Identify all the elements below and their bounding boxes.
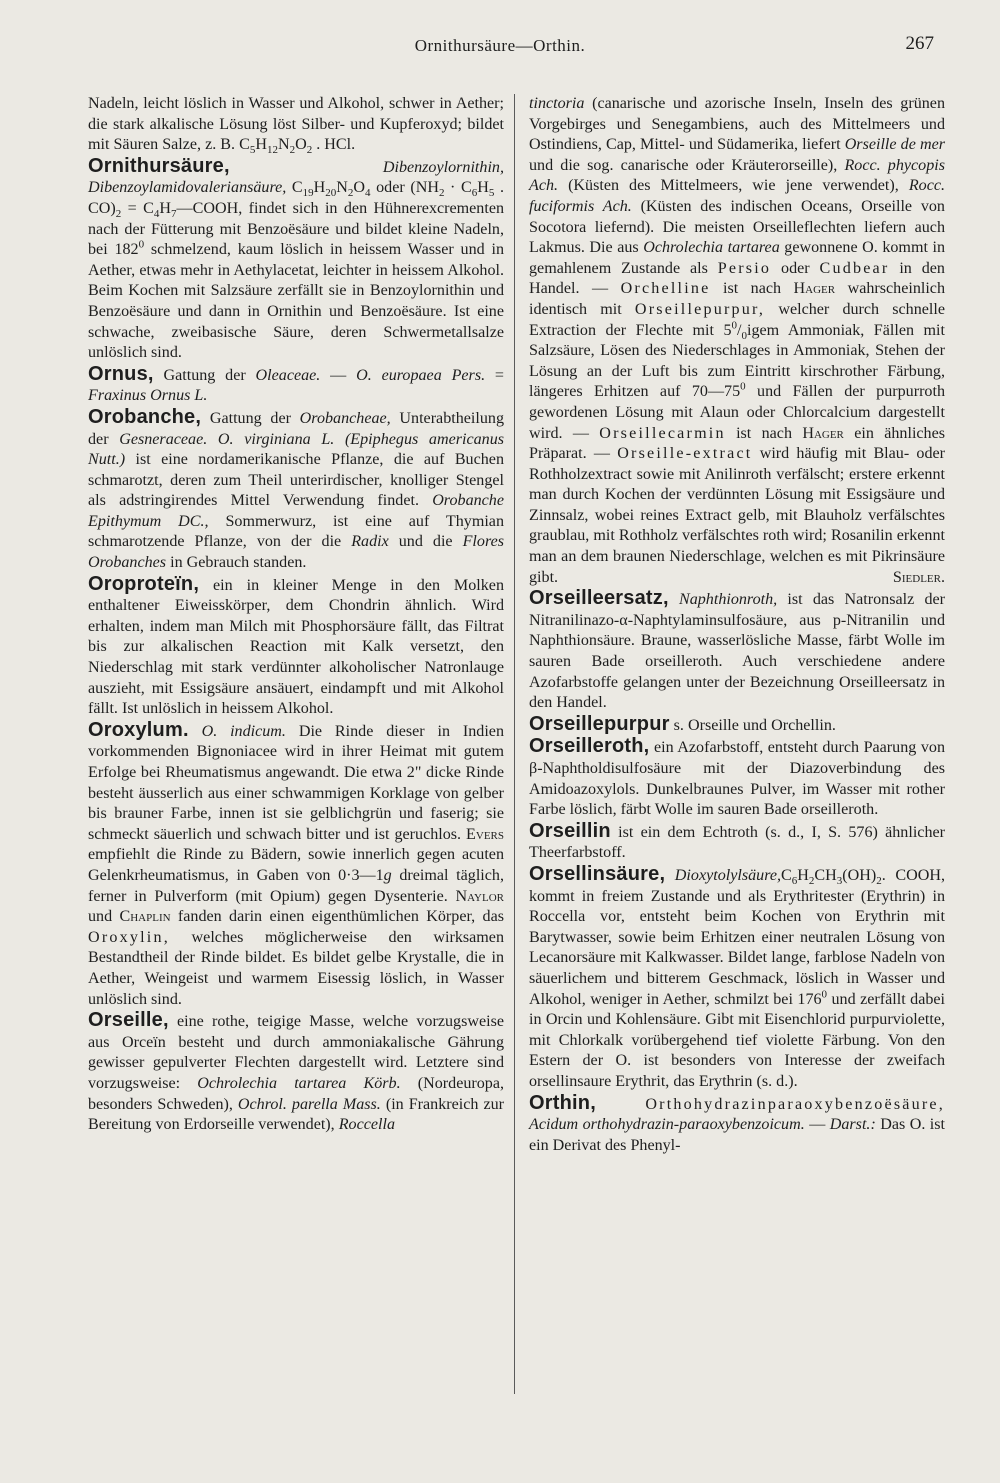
headword: Orobanche, [88, 405, 202, 428]
entry-ornithursaeure: Ornithursäure, Dibenzoylornithin, Dibenzoylamidovaleriansäure, $C_{19}H_{20}N_2O_4$ oder ($NH_2 \cdot C_6H_5$ . $CO)_2$ = $C_4H_7—COOH$, findet sich in den Hühnerexcrementen nach der Fütterung mit Benzoësäure und bildet kleine Nadeln, bei $182^0$ schmelzend, kaum löslich in heissem Wasser und in Aether, etwas mehr in Aethylacetat, leichter in heissem Alkohol. Beim Kochen mit Salzsäure zerfällt sie in Benzoylornithin und Benzoësäure und dann in Ornithin und Benzoësäure. Ist eine schwache, zweibasische Säure, deren Schwermetallsalze unlöslich sind. [88, 154, 505, 362]
entry-ornus: Ornus, Gattung der Oleaceae. — O. europaea Pers. = Fraxinus Ornus L. [88, 362, 505, 405]
left-column [88, 94, 504, 1136]
headword: Orthin, [529, 1091, 596, 1114]
headword: Ornithursäure, [88, 154, 230, 177]
running-head: Ornithursäure—Orthin. [414, 36, 586, 55]
entry-orseillin: Orseillin ist ein dem Echtroth (s. d., I, S. 576) ähnlicher Theerfarbstoff. [529, 819, 945, 862]
headword: Ornus, [88, 362, 154, 385]
entry-oroprotein: Oroproteïn, ein in kleiner Menge in den Molken enthaltener Eiweisskörper, dem Chondrin ähnlich. Wird erhalten, indem man Milch mit Phosphorsäure fällt, das Filtrat bis zur alkalischen Reaction mit Kalk versetzt, den Niederschlag mit stark verdünnter alkoholischer Natronlauge auszieht, mit Essigsäure ansäuert, eindampft und mit Alkohol fällt. Ist unlöslich in heissem Alkohol. [88, 572, 504, 718]
headword: Orseilleroth, [529, 735, 650, 758]
entry-orseillepurpur: Orseillepurpur s. Orseille und Orchellin. [529, 712, 836, 735]
entry-orseilleersatz: Orseilleersatz, Naphthionroth, ist das Natronsalz der Nitranilinazo-α-Naphtylaminsulfosäure, aus p-Nitranilin und Naphthionsäure. Braune, wasserlösliche Masse, färbt Wolle im sauren Bade orseilleroth. Auch verschiedene andere Azofarbstoffe gelangen unter der Bezeichnung Orseilleersatz in den Handel. [529, 587, 945, 712]
right-column [529, 94, 945, 1156]
headword: Orseillin [529, 819, 611, 842]
entry-orsellinsaeure: Orsellinsäure, $Dioxytolylsäure,C_6H_2CH_3(OH)_2$. COOH, kommt in freiem Zustande und als Erythritester (Erythrin) in Roccella vor, entsteht beim Kochen von Erythrin mit Barytwasser, sowie beim Erhitzen einer neutralen Lösung von Lecanorsäure mit Kalkwasser. Bildet lange, farblose Nadeln von säuerlichem und bitterem Geschmack, löslich in Wasser und Alkohol, weniger in Aether, schmilzt bei $176^0$ und zerfällt dabei in Orcin und Kohlensäure. Gibt mit Eisenchlorid purpurviolette, mit Chlorkalk vorübergehend tief violette Färbung. Von den Estern der O. ist besonders von Interesse der zweifach orsellinsaure Erythrit, das Erythrin (s. d.). [529, 862, 945, 1090]
headword: Orseillepurpur [529, 712, 670, 735]
entry-orseille: Orseille, eine rothe, teigige Masse, welche vorzugsweise aus Orceïn besteht und durch ammoniakalische Gährung gewisser gepulverter Flechten dargestellt wird. Letztere sind vorzugsweise: Ochrolechia tartarea Körb. (Nordeuropa, besonders Schweden), Ochrol. parella Mass. (in Frankreich zur Bereitung von Erdorseille verwendet), Roccella [88, 1009, 505, 1134]
headword: Orseilleersatz, [529, 587, 669, 610]
headword: Oroxylum. [88, 718, 189, 741]
entry-orthin: Orthin, Orthohydrazinparaoxybenzoësäure, Acidum orthohydrazin-paraoxybenzoicum. — Darst.: Das O. ist ein Derivat des Phenyl- [529, 1091, 946, 1154]
entry-orseilleroth: Orseilleroth, ein Azofarbstoff, entsteht durch Paarung von β-Naphtholdisulfosäure mit der Diazoverbindung des Amidoazoxylols. Dunkelbraunes Pulver, im Wasser mit rother Farbe löslich, färbt Wolle im sauren Bade orseilleroth. [529, 735, 945, 819]
entry-orseille-continued: tinctoria (canarische und azorische Inseln, Inseln des grünen Vorgebirges und Senegambiens, auch des Mittelmeers und Ostindiens, Cap, Mittel- und Südamerika, liefert Orseille de mer und die sog. canarische oder Kräuterorseille), Rocc. phycopis Ach. (Küsten des Mittelmeers, wie jene verwendet), Rocc. fuciformis Ach. (Küsten des indischen Oceans, Orseille von Socotora liefernd). Die meisten Orseilleflechten liefern auch Lakmus. Die aus Ochrolechia tartarea gewonnene O. kommt in gemahlenem Zustande als Persio oder Cudbear in den Handel. — Orchelline ist nach Hager wahrscheinlich identisch mit Orseillepurpur, welcher durch schnelle Extraction der Flechte mit $5^0/_0igem$ Ammoniak, Fällen mit Salzsäure, Lösen des Niederschlages in Ammoniak, Stehen der Lösung an der Luft bis zum Eintritt kirschrother Färbung, längeres Erhitzen auf $70—75^0$ und Fällen der purpurroth gewordenen Lösung mit Alaun oder Chlorcalcium dargestellt wird. — Orseillecarmin ist nach Hager ein ähnliches Präparat. — Orseille-extract wird häufig mit Blau- oder Rothholzextract sowie mit Anilinroth verfälscht; erstere erkennt man durch Kochen der verdünnten Lösung mit Essigsäure und Zinnsalz, wobei reines Extract gelb, mit Blauholz verfälschtes graublau, mit Rothholz verfälschtes roth wird; Rosanilin erkennt man an dem braunen Niederschlage, welchen es mit Pikrinsäure gibt. Siedler. [529, 94, 945, 588]
column-rule [514, 94, 515, 1394]
headword: Oroproteïn, [88, 572, 200, 595]
author-signature: Siedler. [892, 568, 945, 586]
headword: Orseille, [88, 1009, 169, 1032]
entry-continuation: Nadeln, leicht löslich in Wasser und Alkohol, schwer in Aether; die stark alkalische Lösung löst Silber- und Kupferoxyd; bildet mit Säuren Salze, z. B. $C_5H_{12}N_2O_2$ . HCl. [88, 95, 504, 157]
entry-oroxylum: Oroxylum. O. indicum. Die Rinde dieser in Indien vorkommenden Bignoniacee wird in ihrer Heimat mit gutem Erfolge bei Rheumatismus angewandt. Die etwa 2" dicke Rinde besteht äusserlich aus einer schwammigen Korklage von gelber bis brauner Farbe, innen ist sie gelblichgrün und faserig; sie schmeckt säuerlich und schwach bitter und ist geruchlos. Evers empfiehlt die Rinde zu Bädern, sowie innerlich gegen acuten Gelenkrheumatismus, in Gaben von 0·3—1g dreimal täglich, ferner in Pulverform (mit Opium) gegen Dysenterie. Naylor und Chaplin fanden darin einen eigenthümlichen Körper, das Oroxylin, welches möglicherweise den wirksamen Bestandtheil der Rinde bildet. Es bildet gelbe Krystalle, die in Aether, Weingeist und warmem Eisessig löslich, in Wasser unlöslich sind. [88, 718, 504, 1008]
headword: Orsellinsäure, [529, 862, 666, 885]
page-number: 267 [905, 33, 934, 54]
entry-orobanche: Orobanche, Gattung der Orobancheae, Unterabtheilung der Gesneraceae. O. virginiana L. (Epiphegus americanus Nutt.) ist eine nordamerikanische Pflanze, die auf Buchen schmarotzt, deren zum Theil unterirdischer, knolliger Stengel als adstringirendes Mittel Verwendung findet. Orobanche Epithymum DC., Sommerwurz, ist eine auf Thymian schmarotzende Pflanze, von der die Radix und die Flores Orobanches in Gebrauch standen. [88, 405, 505, 572]
